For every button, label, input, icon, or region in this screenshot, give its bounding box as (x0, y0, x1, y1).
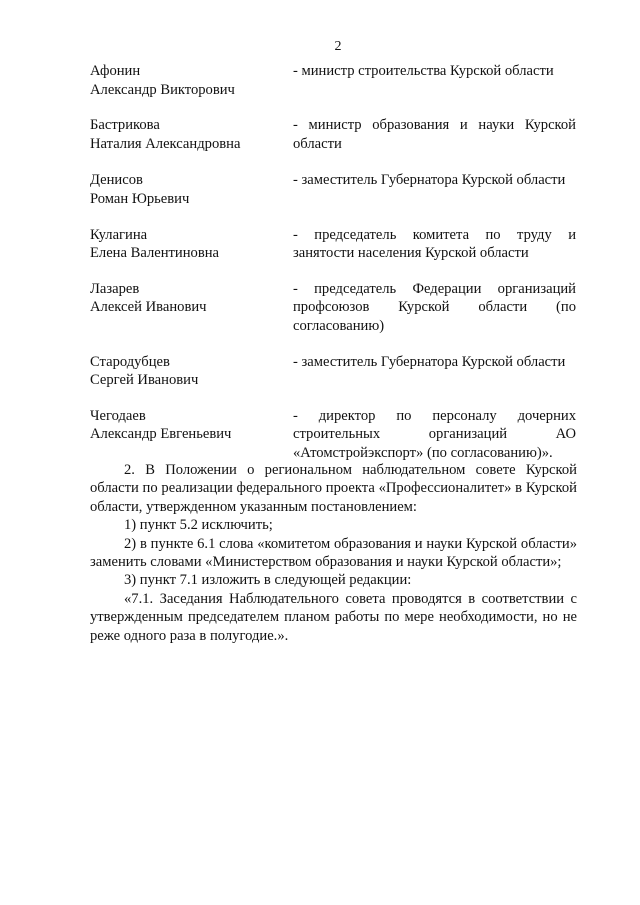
member-role: - председатель Федерации организаций профсоюзов Курской области (по согласованию) (293, 280, 576, 334)
member-row (90, 280, 576, 336)
member-given-name: Алексей Иванович (90, 299, 207, 316)
member-given-name: Александр Викторович (90, 81, 235, 98)
member-surname: Афонин (90, 63, 141, 79)
paragraph: 2. В Положении о региональном наблюдательном совете Курской области по реализации федерального проекта «Профессионалитет» в Курской области, утвержденном указанным постановлением: (90, 462, 577, 515)
member-row (90, 353, 576, 390)
member-name (90, 171, 288, 208)
member-row (90, 226, 576, 263)
member-name (90, 226, 288, 263)
member-row (90, 407, 576, 463)
member-name (90, 353, 288, 390)
member-surname: Бастрикова (90, 117, 160, 134)
member-row (90, 171, 576, 208)
member-surname: Чегодаев (90, 407, 146, 424)
member-name (90, 116, 288, 153)
member-name (90, 62, 288, 99)
member-surname: Лазарев (90, 280, 140, 297)
member-given-name: Елена Валентиновна (90, 245, 219, 262)
member-row (90, 62, 576, 99)
member-surname: Стародубцев (90, 353, 170, 370)
member-given-name: Сергей Иванович (90, 372, 199, 389)
paragraph: 1) пункт 5.2 исключить; (124, 517, 273, 534)
paragraph: 2) в пункте 6.1 слова «комитетом образования и науки Курской области» заменить словами «Министерством образования и науки Курской области»; (90, 535, 577, 571)
page-number: 2 (334, 39, 342, 54)
amendment-text (90, 461, 577, 645)
member-surname: Кулагина (90, 226, 148, 243)
member-row (90, 116, 576, 153)
member-role: - министр строительства Курской области (293, 63, 554, 79)
member-role: - председатель комитета по труду и занятости населения Курской области (293, 226, 576, 262)
paragraph: 3) пункт 7.1 изложить в следующей редакции: (124, 572, 412, 589)
member-given-name: Роман Юрьевич (90, 190, 190, 207)
paragraph: «7.1. Заседания Наблюдательного совета проводятся в соответствии с утвержденным председателем планом работы по мере необходимости, но не реже одного раза в полугодие.». (90, 590, 577, 644)
member-role: - заместитель Губернатора Курской области (293, 172, 566, 189)
member-given-name: Александр Евгеньевич (90, 426, 232, 443)
member-surname: Денисов (90, 172, 143, 189)
member-given-name: Наталия Александровна (90, 135, 241, 152)
member-role: - министр образования и науки Курской области (293, 117, 576, 152)
member-name (90, 280, 288, 336)
council-members-list (90, 62, 576, 463)
member-role: - директор по персоналу дочерних строительных организаций АО «Атомстройэкспорт» (по согласованию)». (293, 407, 576, 461)
member-name (90, 407, 288, 463)
member-role: - заместитель Губернатора Курской области (293, 353, 566, 370)
